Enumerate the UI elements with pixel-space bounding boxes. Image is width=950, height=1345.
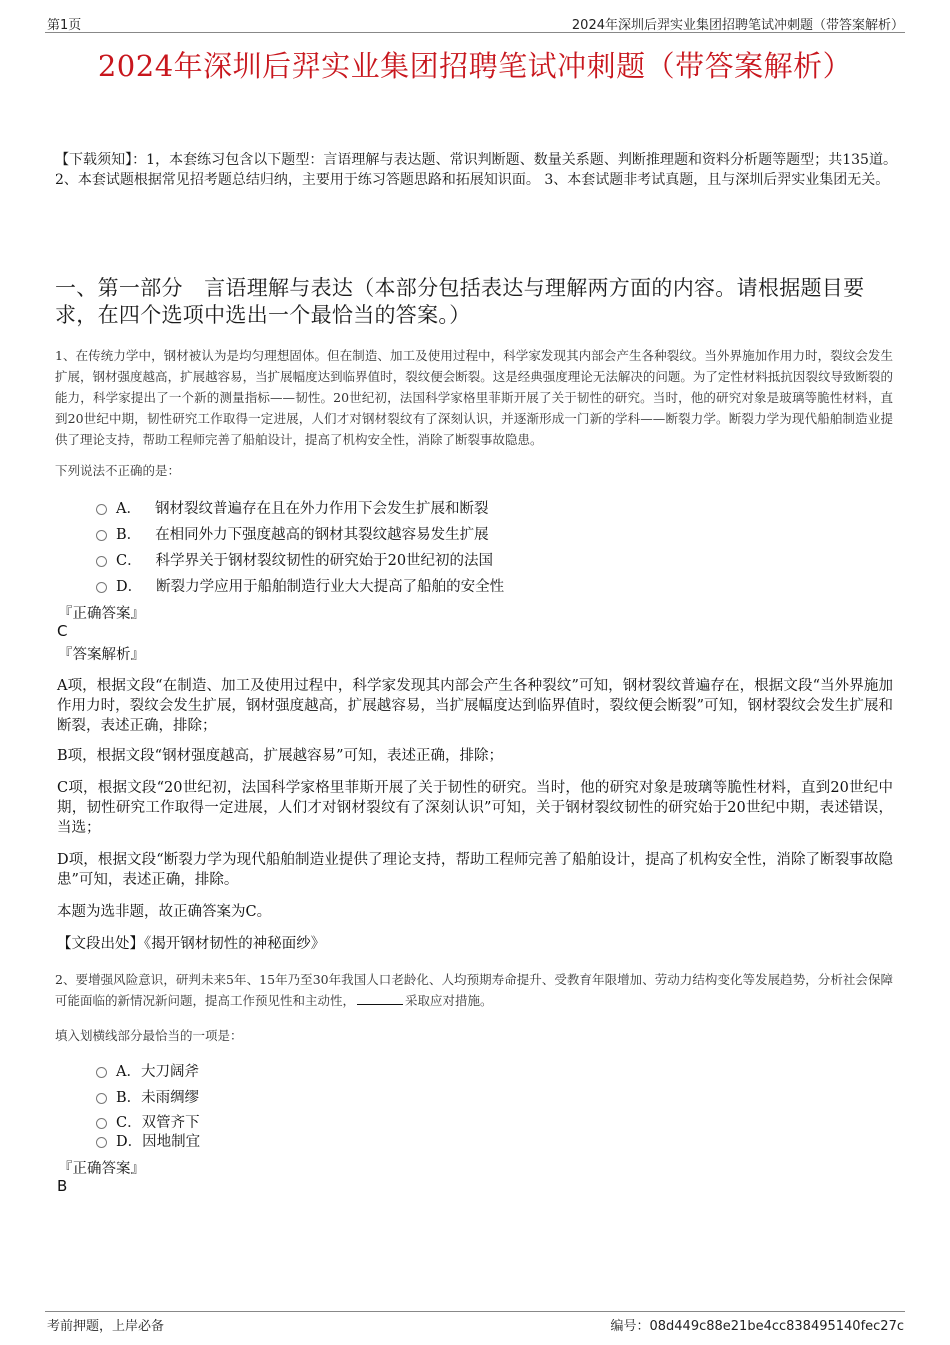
download-notice: 【下载须知】：1，本套练习包含以下题型：言语理解与表达题、常识判断题、数量关系题、判断推理题和资料分析题等题型；共135道。 2、本套试题根据常见招考题总结归纳，主要用于练习答题思路和拓展知识面。 3、本套试题非考试真题，且与深圳后羿实业集团无关。 — [55, 152, 897, 188]
question-2-stem — [55, 969, 893, 1011]
option-letter: B． — [116, 527, 142, 543]
footer-divider — [45, 1311, 905, 1312]
correct-answer: B — [57, 1177, 68, 1195]
radio-icon[interactable] — [96, 582, 107, 593]
question-2-option-a[interactable] — [96, 1060, 199, 1081]
code-label: 编号： — [610, 1319, 650, 1334]
option-letter: B． — [116, 1090, 142, 1106]
question-2-option-b[interactable] — [96, 1086, 199, 1107]
option-letter: C． — [116, 553, 142, 569]
question-1-prompt: 下列说法不正确的是： — [55, 463, 181, 478]
radio-icon[interactable] — [96, 1137, 107, 1148]
fill-blank — [357, 1004, 403, 1005]
option-text: 未雨绸缪 — [141, 1090, 200, 1106]
option-letter: D． — [116, 1134, 143, 1150]
page-number: 第1页 — [47, 18, 82, 33]
analysis-option-d: D项，根据文段“断裂力学为现代船舶制造业提供了理论支持，帮助工程师完善了船舶设计，提高了机构安全性，消除了断裂事故隐患”可知，表述正确，排除。 — [57, 852, 893, 888]
radio-icon[interactable] — [96, 556, 107, 567]
question-2-option-c[interactable] — [96, 1111, 200, 1132]
question-2-stem-after: 采取应对措施。 — [405, 993, 493, 1008]
option-text: 断裂力学应用于船舶制造行业大大提高了船舶的安全性 — [156, 579, 505, 595]
analysis-label: 『答案解析』 — [58, 647, 145, 663]
option-text: 双管齐下 — [141, 1115, 200, 1131]
option-letter: D． — [116, 579, 143, 595]
passage-source: 【文段出处】《揭开钢材韧性的神秘面纱》 — [57, 936, 326, 952]
document-code — [610, 1315, 904, 1334]
running-header-title: 2024年深圳后羿实业集团招聘笔试冲刺题（带答案解析） — [571, 18, 904, 33]
question-1-option-b[interactable] — [96, 523, 489, 544]
question-1-option-d[interactable] — [96, 575, 504, 596]
radio-icon[interactable] — [96, 504, 107, 515]
option-text: 在相同外力下强度越高的钢材其裂纹越容易发生扩展 — [155, 527, 489, 543]
question-2-prompt: 填入划横线部分最恰当的一项是： — [55, 1028, 243, 1043]
footer-slogan: 考前押题，上岸必备 — [47, 1319, 165, 1334]
option-letter: A． — [116, 501, 141, 517]
radio-icon[interactable] — [96, 1067, 107, 1078]
radio-icon[interactable] — [96, 1118, 107, 1129]
analysis-option-c: C项，根据文段“20世纪初，法国科学家格里菲斯开展了关于韧性的研究。当时，他的研究对象是玻璃等脆性材料，直到20世纪中期，韧性研究工作取得一定进展，人们才对钢材裂纹有了深刻认识”可知，关于钢材裂纹韧性的研究始于20世纪中期，表述错误，当选； — [57, 780, 893, 836]
option-text: 因地制宜 — [142, 1134, 201, 1150]
question-1-option-a[interactable] — [96, 497, 488, 518]
analysis-option-b: B项，根据文段“钢材强度越高，扩展越容易”可知，表述正确，排除； — [57, 748, 503, 764]
answer-label: 『正确答案』 — [58, 606, 145, 622]
document-title: 2024年深圳后羿实业集团招聘笔试冲刺题（带答案解析） — [97, 49, 853, 83]
question-1-option-c[interactable] — [96, 549, 493, 570]
option-letter: A． — [116, 1064, 141, 1080]
correct-answer: C — [57, 622, 68, 640]
option-letter: C． — [116, 1115, 142, 1131]
analysis-option-a: A项，根据文段“在制造、加工及使用过程中，科学家发现其内部会产生各种裂纹”可知，钢材裂纹普遍存在，根据文段“当外界施加作用力时，裂纹会发生扩展，钢材强度越高，扩展越容易，当扩展幅度达到临界值时，裂纹便会断裂”可知，钢材裂纹会发生扩展和断裂，表述正确，排除； — [57, 678, 893, 734]
option-text: 科学界关于钢材裂纹韧性的研究始于20世纪初的法国 — [155, 553, 494, 569]
analysis-conclusion: 本题为选非题，故正确答案为C。 — [57, 904, 272, 920]
code-value: 08d449c88e21be4cc838495140fec27c — [649, 1319, 904, 1334]
option-text: 钢材裂纹普遍存在且在外力作用下会发生扩展和断裂 — [154, 501, 489, 517]
radio-icon[interactable] — [96, 1093, 107, 1104]
section-heading: 一、第一部分 言语理解与表达（本部分包括表达与理解两方面的内容。请根据题目要求，在四个选项中选出一个最恰当的答案。） — [55, 276, 865, 327]
radio-icon[interactable] — [96, 530, 107, 541]
header-divider — [45, 32, 905, 33]
question-1-stem: 1、在传统力学中，钢材被认为是均匀理想固体。但在制造、加工及使用过程中，科学家发现其内部会产生各种裂纹。当外界施加作用力时，裂纹会发生扩展，钢材强度越高，扩展越容易，当扩展幅度达到临界值时，裂纹便会断裂。这是经典强度理论无法解决的问题。为了定性材料抵抗因裂纹导致断裂的能力，科学家提出了一个新的测量指标——韧性。20世纪初，法国科学家格里菲斯开展了关于韧性的研究。当时，他的研究对象是玻璃等脆性材料，直到20世纪中期，韧性研究工作取得一定进展，人们才对钢材裂纹有了深刻认识，并逐渐形成一门新的学科——断裂力学。断裂力学为现代船舶制造业提供了理论支持，帮助工程师完善了船舶设计，提高了机构安全性，消除了断裂事故隐患。 — [55, 348, 893, 447]
question-2-option-d[interactable] — [96, 1130, 200, 1151]
option-text: 大刀阔斧 — [140, 1064, 199, 1080]
question-2-stem-before: 2、要增强风险意识，研判未来5年、15年乃至30年我国人口老龄化、人均预期寿命提升、受教育年限增加、劳动力结构变化等发展趋势，分析社会保障可能面临的新情况新问题，提高工作预见性和主动性， — [55, 972, 893, 1008]
answer-label: 『正确答案』 — [58, 1161, 145, 1177]
